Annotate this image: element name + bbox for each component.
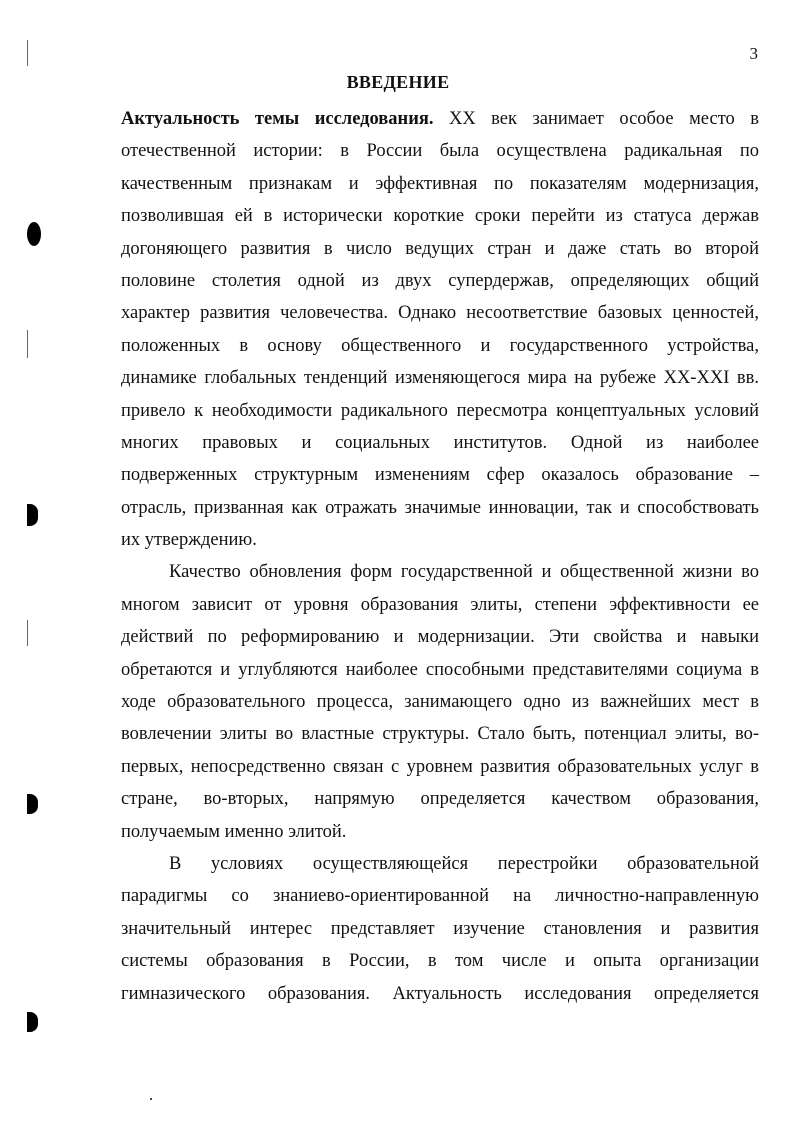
text-line: догоняющего развития в число ведущих стран и даже стать во второй — [121, 238, 759, 259]
body-text — [121, 105, 759, 1012]
text-line: их утверждению. — [121, 530, 257, 551]
text-line: значительный интерес представляет изучение становления и развития — [121, 918, 759, 939]
text-line: положенных в основу общественного и государственного устройства, — [121, 335, 759, 356]
text-line: отрасль, призванная как отражать значимые инновации, так и способствовать — [121, 497, 759, 518]
lead-phrase: Актуальность темы исследования. — [121, 109, 434, 129]
text-line: многом зависит от уровня образования элиты, степени эффективности ее — [121, 594, 759, 615]
text-line: Качество обновления форм государственной и общественной жизни во — [169, 562, 759, 583]
page-number: 3 — [749, 44, 758, 63]
text-line: подверженных структурным изменениям сфер оказалось образование – — [121, 465, 759, 486]
text-line: гимназического образования. Актуальность исследования определяется — [121, 983, 759, 1004]
scan-edge-mark — [27, 40, 28, 66]
scan-edge-mark — [27, 330, 28, 358]
text-line: позволившая ей в исторически короткие сроки перейти из статуса держав — [121, 206, 759, 227]
binder-hole-mark — [27, 794, 38, 814]
text-line: действий по реформированию и модернизации. Эти свойства и навыки — [121, 627, 759, 648]
scan-speck — [150, 1098, 152, 1100]
text-line: обретаются и углубляются наиболее способными представителями социума в — [121, 659, 759, 680]
scan-edge-mark — [27, 620, 28, 646]
lead-line-rest: XX век занимает особое место в — [433, 109, 759, 129]
text-line: качественным признакам и эффективная по показателям модернизация, — [121, 173, 759, 194]
text-line: вовлечении элиты во властные структуры. Стало быть, потенциал элиты, во- — [121, 724, 759, 745]
binder-hole-mark — [27, 1012, 38, 1032]
page-title: ВВЕДЕНИЕ — [346, 72, 450, 92]
text-line: отечественной истории: в России была осуществлена радикальная по — [121, 141, 759, 162]
text-line: половине столетия одной из двух супердержав, определяющих общий — [121, 270, 759, 291]
text-line: ходе образовательного процесса, занимающего одно из важнейших мест в — [121, 692, 759, 713]
text-line: первых, непосредственно связан с уровнем развития образовательных услуг в — [121, 756, 759, 777]
text-line: системы образования в России, в том числе и опыта организации — [121, 951, 759, 972]
text-line: В условиях осуществляющейся перестройки образовательной — [169, 853, 759, 874]
text-line: парадигмы со знаниево-ориентированной на личностно-направленную — [121, 886, 759, 907]
binder-hole-mark — [27, 504, 38, 526]
text-line: характер развития человечества. Однако несоответствие базовых ценностей, — [121, 303, 759, 324]
text-line — [121, 105, 759, 137]
text-line: привело к необходимости радикального пересмотра концептуальных условий — [121, 400, 759, 421]
text-line: получаемым именно элитой. — [121, 821, 347, 842]
binder-hole-mark — [27, 222, 41, 246]
text-line: многих правовых и социальных институтов. Одной из наиболее — [121, 432, 759, 453]
text-line: динамике глобальных тенденций изменяющегося мира на рубеже XX-XXI вв. — [121, 368, 759, 389]
text-line: стране, во-вторых, напрямую определяется качеством образования, — [121, 789, 759, 810]
